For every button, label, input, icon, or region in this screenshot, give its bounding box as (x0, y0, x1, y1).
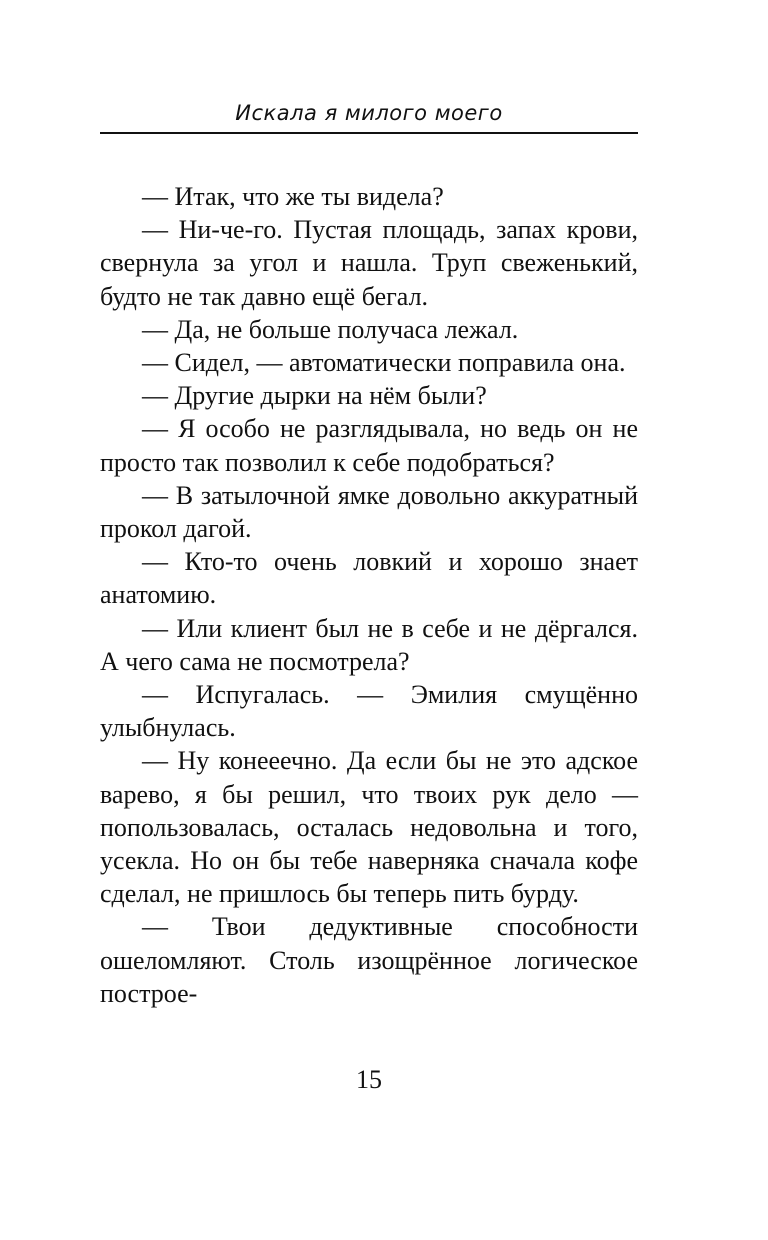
paragraph: — Кто-то очень ловкий и хорошо знает анатомию. (100, 547, 638, 610)
paragraph: — Ну конееечно. Да если бы не это адское варево, я бы решил, что твоих рук дело — попользовалась, осталась недовольна и того, усекла. Но он бы тебе наверняка сначала кофе сделал, не пришлось бы теперь пить бурду. (100, 746, 638, 909)
paragraph: — Твои дедуктивные способности ошеломляют. Столь изощрённое логическое построе- (100, 912, 638, 1008)
page-number: 15 (356, 1065, 382, 1094)
running-header (100, 100, 638, 126)
paragraph: — Другие дырки на нём были? (142, 381, 487, 411)
header-rule (100, 132, 638, 134)
paragraph: — Ни-че-го. Пустая площадь, запах крови, свернула за угол и нашла. Труп свеженький, будто не так давно ещё бегал. (100, 215, 638, 311)
paragraph: — В затылочной ямке довольно аккуратный прокол дагой. (100, 480, 638, 544)
page-body (100, 180, 638, 1010)
paragraph: — Испугалась. — Эмилия смущённо улыбнулась. (100, 680, 638, 743)
running-title: Искала я милого моего (235, 101, 503, 125)
paragraph: — Сидел, — автоматически поправила она. (142, 348, 626, 378)
paragraph: — Я особо не разглядывала, но ведь он не просто так позволил к себе подобраться? (100, 414, 638, 477)
paragraph: — Итак, что же ты видела? (142, 182, 444, 211)
paragraph: — Да, не больше получаса лежал. (142, 314, 519, 344)
paragraph: — Или клиент был не в себе и не дёргался. А чего сама не посмотрела? (100, 613, 638, 676)
